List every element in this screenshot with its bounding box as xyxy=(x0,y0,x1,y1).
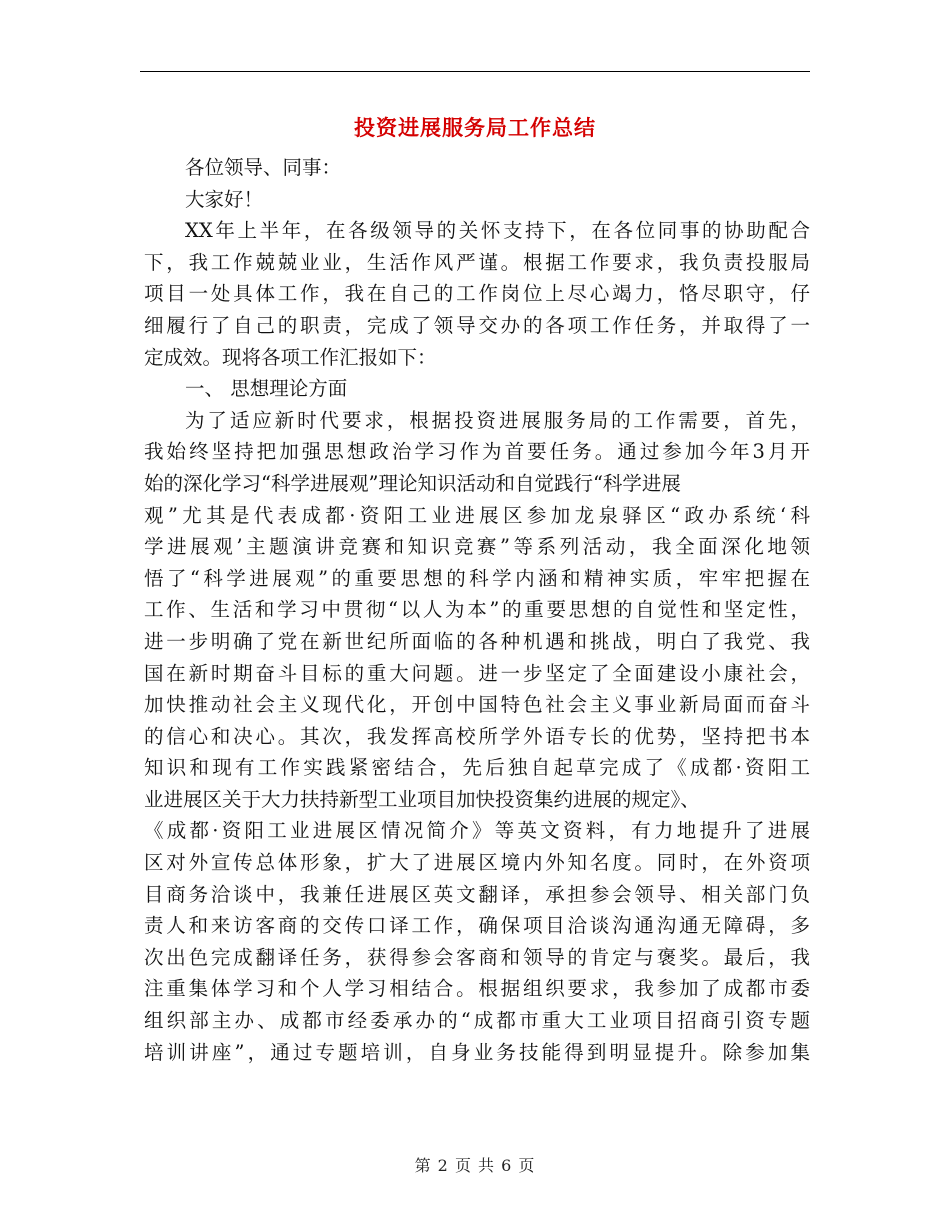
body-line: 业进展区关于大力扶持新型工业项目加快投资集约进展的规定》、 xyxy=(144,787,700,811)
document-title: 投资进展服务局工作总结 xyxy=(354,115,596,140)
body-line: 目商务洽谈中，我兼任进展区英文翻译，承担参会领导、相关部门负 xyxy=(144,882,810,906)
body-line: 进一步明确了党在新世纪所面临的各种机遇和挑战，明白了我党、我 xyxy=(144,629,810,653)
body-line: 学进展观’主题演讲竞赛和知识竞赛”等系列活动，我全面深化地领 xyxy=(144,535,810,559)
body-line: 国在新时期奋斗目标的重大问题。进一步坚定了全面建设小康社会， xyxy=(144,661,810,685)
body-line: 项目一处具体工作，我在自己的工作岗位上尽心竭力，恪尽职守，仔 xyxy=(144,282,810,306)
body-line: 定成效。现将各项工作汇报如下： xyxy=(144,345,437,369)
body-line: 注重集体学习和个人学习相结合。根据组织要求，我参加了成都市委 xyxy=(144,977,810,1001)
body-line: 观”尤其是代表成都·资阳工业进展区参加龙泉驿区“政办系统‘科 xyxy=(144,503,810,527)
body-line: 责人和来访客商的交传口译工作，确保项目洽谈沟通沟通无障碍，多 xyxy=(144,914,810,938)
body-line: 下，我工作兢兢业业，生活作风严谨。根据工作要求，我负责投服局 xyxy=(144,250,810,274)
body-line: 一、 思想理论方面 xyxy=(185,377,348,401)
body-line: 区对外宣传总体形象，扩大了进展区境内外知名度。同时，在外资项 xyxy=(144,851,810,875)
body-line: 培训讲座”，通过专题培训，自身业务技能得到明显提升。除参加集 xyxy=(144,1040,810,1064)
body-line: 知识和现有工作实践紧密结合，先后独自起草完成了《成都·资阳工 xyxy=(144,756,810,780)
body-line: 加快推动社会主义现代化，开创中国特色社会主义事业新局面而奋斗 xyxy=(144,693,810,717)
body-line: 细履行了自己的职责，完成了领导交办的各项工作任务，并取得了一 xyxy=(144,313,810,337)
body-line: 悟了“科学进展观”的重要思想的科学内涵和精神实质，牢牢把握在 xyxy=(144,566,810,590)
body-line: 各位领导、同事： xyxy=(185,156,342,179)
body-line: 始的深化学习“科学进展观”理论知识活动和自觉践行“科学进展 xyxy=(144,471,681,495)
document-body xyxy=(144,152,810,1068)
body-line: 为了适应新时代要求，根据投资进展服务局的工作需要，首先， xyxy=(185,408,810,432)
page-number-footer: 第 2 页 共 6 页 xyxy=(414,1156,536,1175)
body-line: 次出色完成翻译任务，获得参会客商和领导的肯定与褒奖。最后，我 xyxy=(144,945,810,969)
body-line: 大家好！ xyxy=(185,187,264,211)
body-line: 组织部主办、成都市经委承办的“成都市重大工业项目招商引资专题 xyxy=(144,1009,810,1033)
body-line: 工作、生活和学习中贯彻“以人为本”的重要思想的自觉性和坚定性， xyxy=(144,598,810,622)
header-rule xyxy=(140,71,810,72)
body-line: 的信心和决心。其次，我发挥高校所学外语专长的优势，坚持把书本 xyxy=(144,724,810,748)
body-line: 《成都·资阳工业进展区情况简介》等英文资料，有力地提升了进展 xyxy=(144,819,810,843)
body-line: 我始终坚持把加强思想政治学习作为首要任务。通过参加今年3月开 xyxy=(144,440,810,464)
body-line: XX年上半年，在各级领导的关怀支持下，在各位同事的协助配合 xyxy=(185,219,810,243)
